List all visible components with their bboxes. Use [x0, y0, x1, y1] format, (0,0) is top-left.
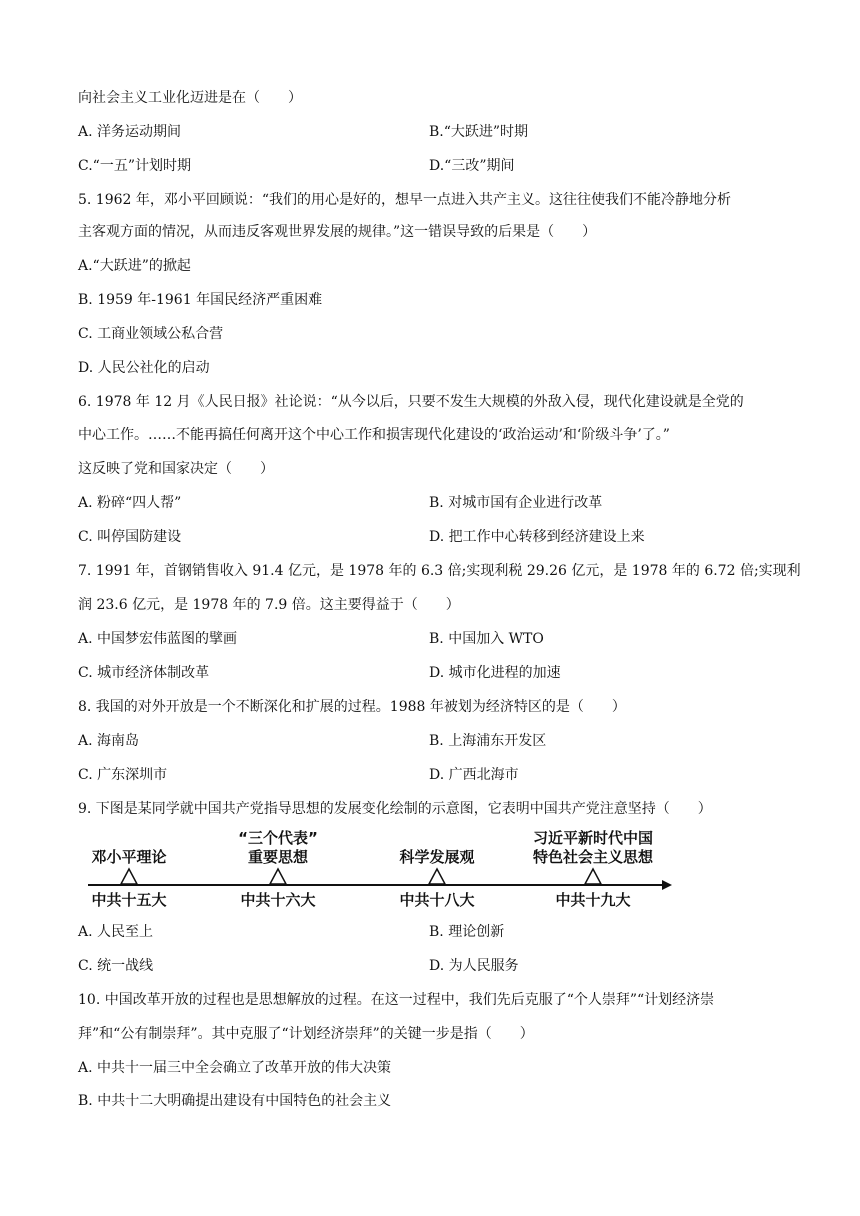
congress-16th: 中共十六大 — [240, 891, 316, 909]
question-5-option-b[interactable]: B. 1959 年-1961 年国民经济严重困难 — [78, 292, 323, 308]
timeline-marker-16th — [270, 869, 286, 884]
question-9-option-a[interactable]: A. 人民至上 — [78, 924, 154, 940]
question-10-option-b[interactable]: B. 中共十二大明确提出建设有中国特色的社会主义 — [78, 1093, 392, 1109]
question-8-option-b[interactable]: B. 上海浦东开发区 — [429, 733, 547, 749]
question-7-option-a[interactable]: A. 中国梦宏伟蓝图的擘画 — [78, 631, 238, 647]
question-5-option-a[interactable]: A.“大跃进”的掀起 — [78, 258, 191, 274]
question-10-stem-line-2: 拜”和“公有制崇拜”。其中克服了“计划经济崇拜”的关键一步是指（ ） — [78, 1026, 534, 1042]
theory-deng-xiaoping: 邓小平理论 — [91, 848, 167, 866]
question-6-option-b[interactable]: B. 对城市国有企业进行改革 — [429, 495, 603, 511]
question-5-option-c[interactable]: C. 工商业领域公私合营 — [78, 326, 224, 342]
question-6-option-c[interactable]: C. 叫停国防建设 — [78, 529, 182, 545]
timeline-arrow-icon — [662, 880, 672, 890]
question-7-stem-line-2: 润 23.6 亿元，是 1978 年的 7.9 倍。这主要得益于（ ） — [78, 597, 460, 613]
theory-xi-jinping-line-2: 特色社会主义思想 — [532, 848, 653, 866]
theory-xi-jinping-line-1: 习近平新时代中国 — [532, 829, 653, 847]
question-9-option-b[interactable]: B. 理论创新 — [429, 924, 505, 940]
question-10-option-a[interactable]: A. 中共十一届三中全会确立了改革开放的伟大决策 — [78, 1060, 392, 1076]
question-4-option-a[interactable]: A. 洋务运动期间 — [78, 124, 182, 140]
question-7-option-b[interactable]: B. 中国加入 WTO — [429, 631, 544, 647]
congress-18th: 中共十八大 — [399, 891, 475, 909]
question-10-stem-line-1: 10. 中国改革开放的过程也是思想解放的过程。在这一过程中，我们先后克服了“个人崇拜”“计划经济崇 — [78, 992, 715, 1008]
question-6-option-d[interactable]: D. 把工作中心转移到经济建设上来 — [429, 529, 645, 545]
question-7-option-d[interactable]: D. 城市化进程的加速 — [429, 665, 561, 681]
question-7-option-c[interactable]: C. 城市经济体制改革 — [78, 665, 210, 681]
theory-three-represents-line-1: “三个代表” — [238, 829, 318, 847]
question-9-option-c[interactable]: C. 统一战线 — [78, 958, 154, 974]
timeline-marker-15th — [121, 869, 137, 884]
question-6-stem-line-2: 中心工作。……不能再搞任何离开这个中心工作和损害现代化建设的‘政治运动’和‘阶级斗争’了。” — [78, 427, 670, 443]
question-4-option-c[interactable]: C.“一五”计划时期 — [78, 158, 191, 174]
question-5-stem-line-1: 5. 1962 年，邓小平回顾说：“我们的用心是好的，想早一点进入共产主义。这往往使我们不能冷静地分析 — [78, 192, 732, 208]
congress-19th: 中共十九大 — [555, 891, 631, 909]
question-5-option-d[interactable]: D. 人民公社化的启动 — [78, 360, 210, 376]
timeline-marker-19th — [585, 869, 601, 884]
question-4-stem-continued: 向社会主义工业化迈进是在（ ） — [78, 90, 302, 106]
question-9-stem: 9. 下图是某同学就中国共产党指导思想的发展变化绘制的示意图，它表明中国共产党注意坚持（ ） — [78, 801, 712, 817]
question-6-stem-line-1: 6. 1978 年 12 月《人民日报》社论说：“从今以后，只要不发生大规模的外敌入侵，现代化建设就是全党的 — [78, 394, 744, 410]
theory-three-represents-line-2: 重要思想 — [247, 848, 308, 866]
question-8-option-d[interactable]: D. 广西北海市 — [429, 767, 519, 783]
question-4-option-d[interactable]: D.“三改”期间 — [429, 158, 515, 174]
question-8-stem: 8. 我国的对外开放是一个不断深化和扩展的过程。1988 年被划为经济特区的是（ ） — [78, 699, 626, 715]
question-8-option-a[interactable]: A. 海南岛 — [78, 733, 140, 749]
timeline-marker-18th — [429, 869, 445, 884]
question-6-stem-line-3: 这反映了党和国家决定（ ） — [78, 461, 274, 477]
question-6-option-a[interactable]: A. 粉碎“四人帮” — [78, 495, 182, 511]
guiding-thought-timeline — [80, 826, 680, 910]
question-7-stem-line-1: 7. 1991 年，首钢销售收入 91.4 亿元，是 1978 年的 6.3 倍;实现利税 29.26 亿元，是 1978 年的 6.72 倍;实现利 — [78, 563, 801, 579]
question-8-option-c[interactable]: C. 广东深圳市 — [78, 767, 168, 783]
congress-15th: 中共十五大 — [91, 891, 167, 909]
question-9-option-d[interactable]: D. 为人民服务 — [429, 958, 519, 974]
question-5-stem-line-2: 主客观方面的情况，从而违反客观世界发展的规律。”这一错误导致的后果是（ ） — [78, 224, 597, 240]
theory-scientific-development: 科学发展观 — [399, 848, 475, 866]
question-4-option-b[interactable]: B.“大跃进”时期 — [429, 124, 529, 140]
